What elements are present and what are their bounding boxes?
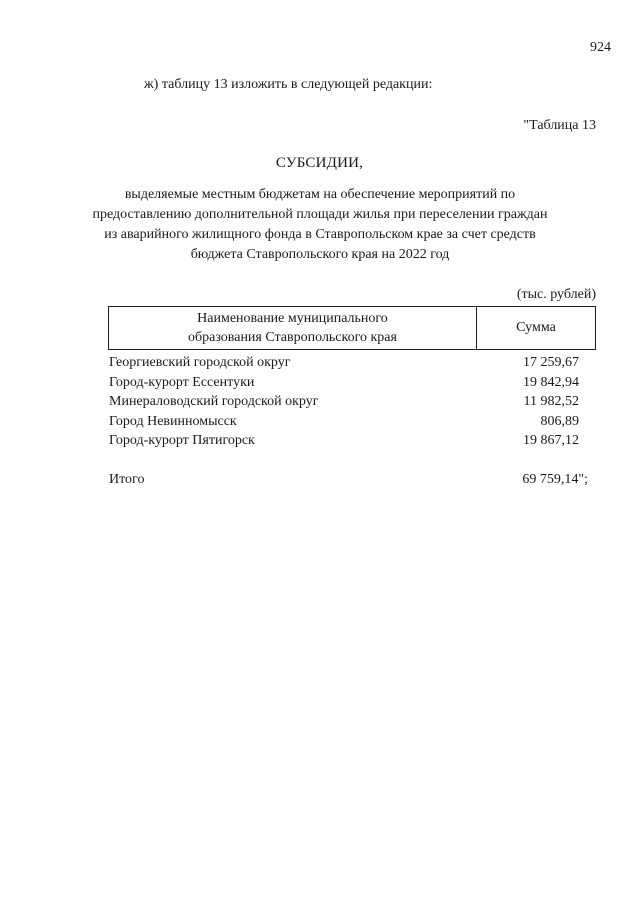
- total-amount: 69 759,14";: [522, 471, 588, 487]
- header-sum: Сумма: [516, 320, 556, 335]
- row-municipality: Город-курорт Ессентуки: [109, 374, 255, 390]
- table-caption: "Таблица 13: [523, 118, 596, 133]
- table-row: [108, 373, 596, 393]
- row-municipality: Город Невинномысск: [109, 413, 237, 429]
- row-municipality: Георгиевский городской округ: [109, 355, 291, 370]
- table-row: [108, 392, 596, 412]
- document-title: СУБСИДИИ,: [275, 155, 364, 171]
- header-municipality-line1: Наименование муниципального: [197, 311, 388, 326]
- table-row: [108, 353, 596, 373]
- row-amount: 19 867,12: [523, 433, 579, 448]
- row-amount: 17 259,67: [523, 355, 579, 370]
- header-municipality-line2: образования Ставропольского края: [188, 330, 397, 345]
- row-municipality: Минераловодский городской округ: [109, 394, 319, 409]
- row-municipality: Город-курорт Пятигорск: [109, 433, 255, 448]
- document-subtitle: выделяемые местным бюджетам на обеспечение мероприятий по предоставлению дополнительной площади жилья при переселении граждан из аварийного жилищного фонда в Ставропольском крае за счет средств бюджета Ставропольского края на 2022 год: [92, 187, 548, 262]
- row-amount: 11 982,52: [523, 394, 579, 409]
- subsidies-table: [108, 306, 596, 490]
- header-municipality: [109, 307, 477, 349]
- units-note: (тыс. рублей): [516, 287, 596, 302]
- table-header: [108, 306, 596, 350]
- total-row: [108, 470, 596, 490]
- table-row: [108, 412, 596, 432]
- total-label: Итого: [109, 471, 145, 487]
- table-body: [108, 353, 596, 451]
- row-amount: 19 842,94: [523, 374, 579, 390]
- row-amount: 806,89: [540, 413, 579, 429]
- table-row: [108, 431, 596, 451]
- amendment-instruction: ж) таблицу 13 изложить в следующей редакции:: [144, 77, 433, 92]
- page-number: 924: [590, 40, 611, 55]
